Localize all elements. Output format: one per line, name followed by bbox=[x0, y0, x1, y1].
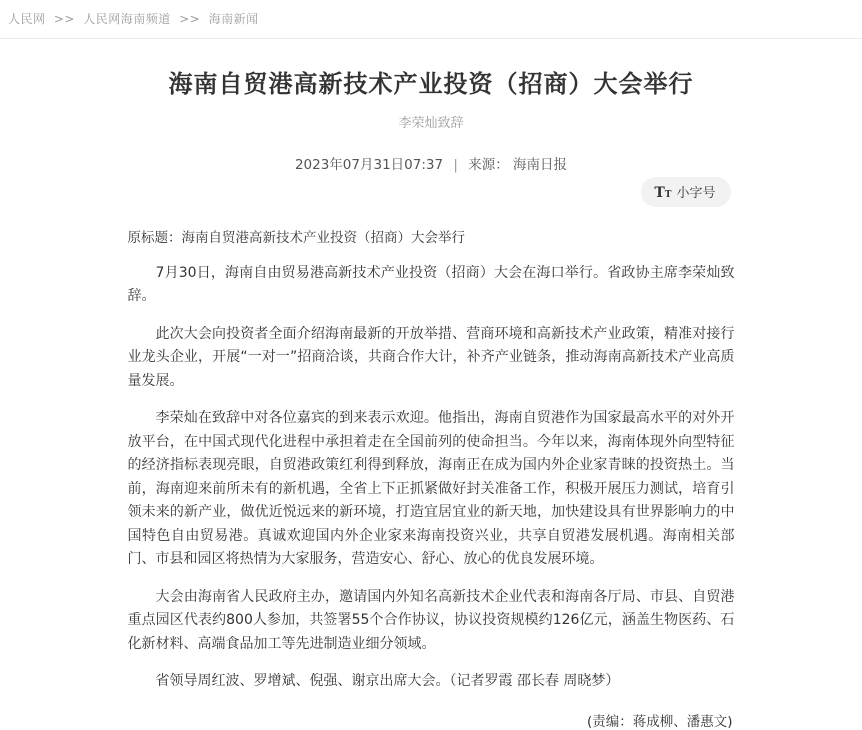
breadcrumb-separator: >> bbox=[53, 12, 75, 26]
original-title: 原标题：海南自贸港高新技术产业投资（招商）大会举行 bbox=[127, 229, 465, 246]
article-paragraph: 李荣灿在致辞中对各位嘉宾的到来表示欢迎。他指出，海南自贸港作为国家最高水平的对外开放平台，在中国式现代化进程中承担着走在全国前列的使命担当。今年以来，海南体现外向型特征的经济指标表现亮眼，自贸港政策红利得到释放，海南正在成为国内外企业家青睐的投资热土。当前，海南迎来前所未有的新机遇，全省上下正抓紧做好封关准备工作，积极开展压力测试，培育引领未来的新产业，做优近悦远来的新环境，打造宜居宜业的新天地，加快建设具有世界影响力的中国特色自由贸易港。真诚欢迎国内外企业家来海南投资兴业，共享自贸港发展机遇。海南相关部门、市县和园区将热情为大家服务，营造安心、舒心、放心的优良发展环境。 bbox=[127, 410, 735, 568]
article-paragraph: 此次大会向投资者全面介绍海南最新的开放举措、营商环境和高新技术产业政策，精准对接行业龙头企业，开展“一对一”招商洽谈，共商合作大计，补齐产业链条，推动海南高新技术产业高质量发展。 bbox=[127, 325, 735, 389]
font-size-button-label: 小字号 bbox=[676, 185, 716, 201]
breadcrumb-link-renminwang[interactable]: 人民网 bbox=[8, 12, 46, 26]
source-link[interactable]: 海南日报 bbox=[513, 156, 568, 173]
article-body bbox=[128, 262, 735, 694]
source-label: 来源： bbox=[468, 156, 509, 173]
breadcrumb-separator: >> bbox=[179, 12, 201, 26]
article-paragraph: 7月30日，海南自由贸易港高新技术产业投资（招商）大会在海口举行。省政协主席李荣灿致辞。 bbox=[127, 264, 735, 305]
article-title: 海南自贸港高新技术产业投资（招商）大会举行 bbox=[168, 70, 694, 98]
article-paragraph: 省领导周红波、罗增斌、倪强、谢京出席大会。（记者罗霞 邵长春 周晓梦） bbox=[155, 673, 620, 690]
breadcrumb-link-hainan-channel[interactable]: 人民网海南频道 bbox=[83, 12, 171, 26]
publish-date: 2023年07月31日07:37 bbox=[294, 156, 444, 173]
article-subtitle: 李荣灿致辞 bbox=[398, 115, 464, 131]
editor-note: (责编：蒋成柳、潘惠文) bbox=[586, 713, 733, 730]
small-font-size-button[interactable] bbox=[641, 177, 730, 207]
article-meta bbox=[128, 153, 735, 173]
breadcrumb bbox=[0, 0, 862, 39]
font-size-icon: T bbox=[654, 184, 665, 201]
article-paragraph: 大会由海南省人民政府主办，邀请国内外知名高新技术企业代表和海南各厅局、市县、自贸港重点园区代表约800人参加，共签署55个合作协议，协议投资规模约126亿元，涵盖生物医药、石化新材料、高端食品加工等先进制造业细分领域。 bbox=[127, 588, 735, 652]
font-size-icon-small: T bbox=[664, 189, 672, 200]
article-container bbox=[128, 70, 735, 730]
meta-divider: | bbox=[453, 156, 458, 173]
font-size-toolbar bbox=[128, 177, 735, 207]
breadcrumb-link-hainan-news[interactable]: 海南新闻 bbox=[208, 12, 259, 26]
